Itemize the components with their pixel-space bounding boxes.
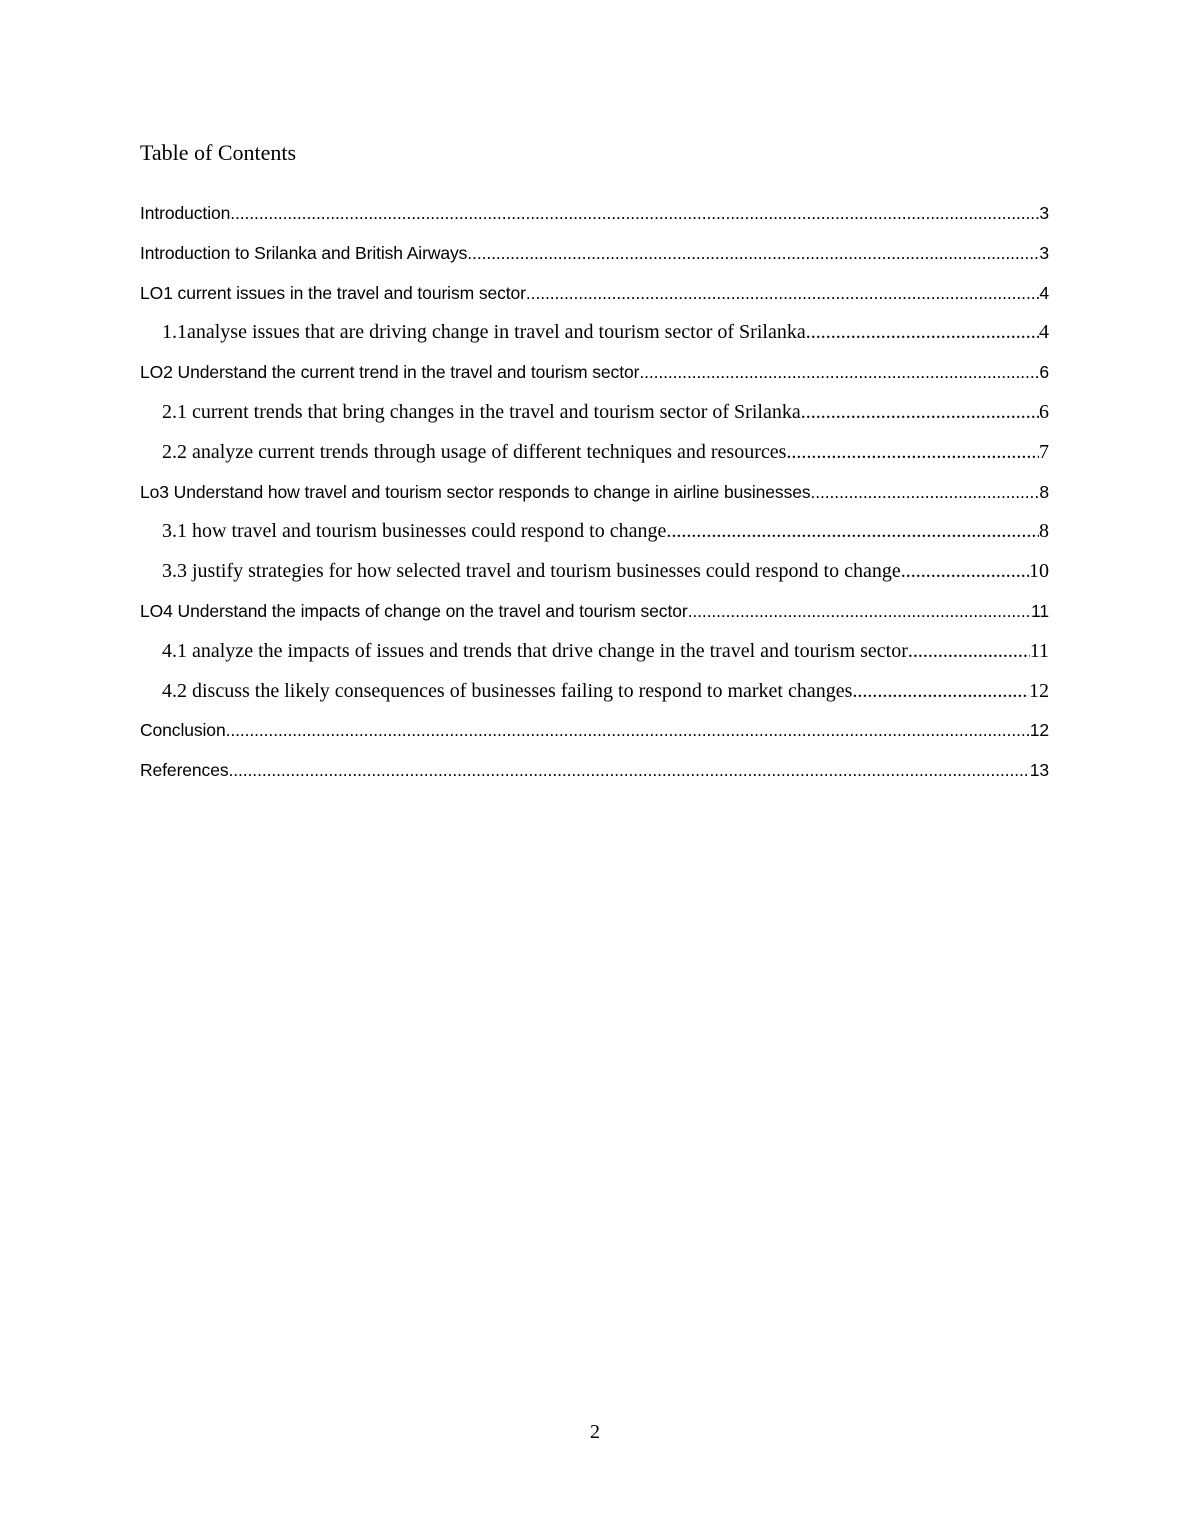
toc-entry[interactable] [140,199,1049,239]
toc-entry-text: 3.1 how travel and tourism businesses could respond to change [162,520,667,543]
toc-entry-text: Conclusion [140,720,226,741]
dot-leader [786,438,1039,466]
dot-leader [467,239,1039,267]
toc-entry-page: 3 [1039,203,1049,223]
page-number: 2 [590,1421,600,1443]
toc-entry-text: 3.3 justify strategies for how selected travel and tourism businesses could respond to change [162,560,901,583]
toc-entry[interactable] [140,597,1049,637]
toc-entry-text: 2.1 current trends that bring changes in the travel and tourism sector of Srilanka [162,400,801,423]
dot-leader [852,677,1029,705]
toc-entry[interactable] [140,716,1049,756]
toc-entry-page: 4 [1039,282,1049,303]
toc-entry-page: 4 [1039,321,1049,344]
toc-entry-text: LO4 Understand the impacts of change on the travel and tourism sector [140,600,688,621]
toc-entry-page: 8 [1039,520,1049,543]
toc-entry-page: 6 [1039,400,1049,423]
dot-leader [908,637,1030,665]
toc-entry-page: 7 [1039,440,1049,463]
dot-leader [811,478,1040,506]
dot-leader [688,597,1031,625]
toc-entry-text: 4.2 discuss the likely consequences of businesses failing to respond to market changes [162,679,853,702]
toc-subentry[interactable] [140,637,1049,677]
toc-subentry[interactable] [140,557,1049,597]
toc-entry-text: LO2 Understand the current trend in the travel and tourism sector [140,362,640,383]
dot-leader [526,279,1039,307]
toc-entry-text: 2.2 analyze current trends through usage of different techniques and resources [162,440,787,463]
dot-leader [806,318,1039,346]
dot-leader [230,199,1039,227]
toc-entry-page: 3 [1039,242,1049,263]
toc-entry[interactable] [140,358,1049,398]
toc-entry-text: Lo3 Understand how travel and tourism sector responds to change in airline businesses [140,481,811,502]
toc-entry[interactable] [140,478,1049,518]
toc-entry-text: 1.1analyse issues that are driving change in travel and tourism sector of Srilanka [162,321,806,344]
toc-entry-page: 13 [1029,760,1049,781]
toc-entry-text: LO1 current issues in the travel and tourism sector [140,282,526,303]
toc-entry[interactable] [140,279,1049,319]
toc-entry[interactable] [140,756,1049,796]
toc-entry-page: 11 [1029,639,1049,662]
toc-entry-page: 12 [1029,679,1049,702]
toc-entry-page: 8 [1039,481,1049,502]
toc-subentry[interactable] [140,318,1049,358]
toc-list [140,199,1049,796]
toc-entry-page: 12 [1029,720,1049,741]
toc-entry[interactable] [140,239,1049,279]
toc-entry-text: 4.1 analyze the impacts of issues and trends that drive change in the travel and tourism sector [162,639,908,662]
dot-leader [639,358,1039,386]
toc-subentry[interactable] [140,677,1049,717]
dot-leader [229,756,1030,784]
toc-entry-text: Introduction [140,203,231,223]
toc-subentry[interactable] [140,517,1049,557]
toc-entry-page: 11 [1031,600,1049,621]
toc-entry-page: 10 [1029,560,1049,583]
dot-leader [226,716,1030,744]
toc-subentry[interactable] [140,438,1049,478]
dot-leader [666,517,1039,545]
toc-subentry[interactable] [140,398,1049,438]
toc-title: Table of Contents [140,140,297,165]
toc-entry-text: References [140,760,229,781]
toc-entry-text: Introduction to Srilanka and British Airways [140,242,468,263]
toc-entry-page: 6 [1039,362,1049,383]
dot-leader [901,557,1029,585]
dot-leader [801,398,1039,426]
